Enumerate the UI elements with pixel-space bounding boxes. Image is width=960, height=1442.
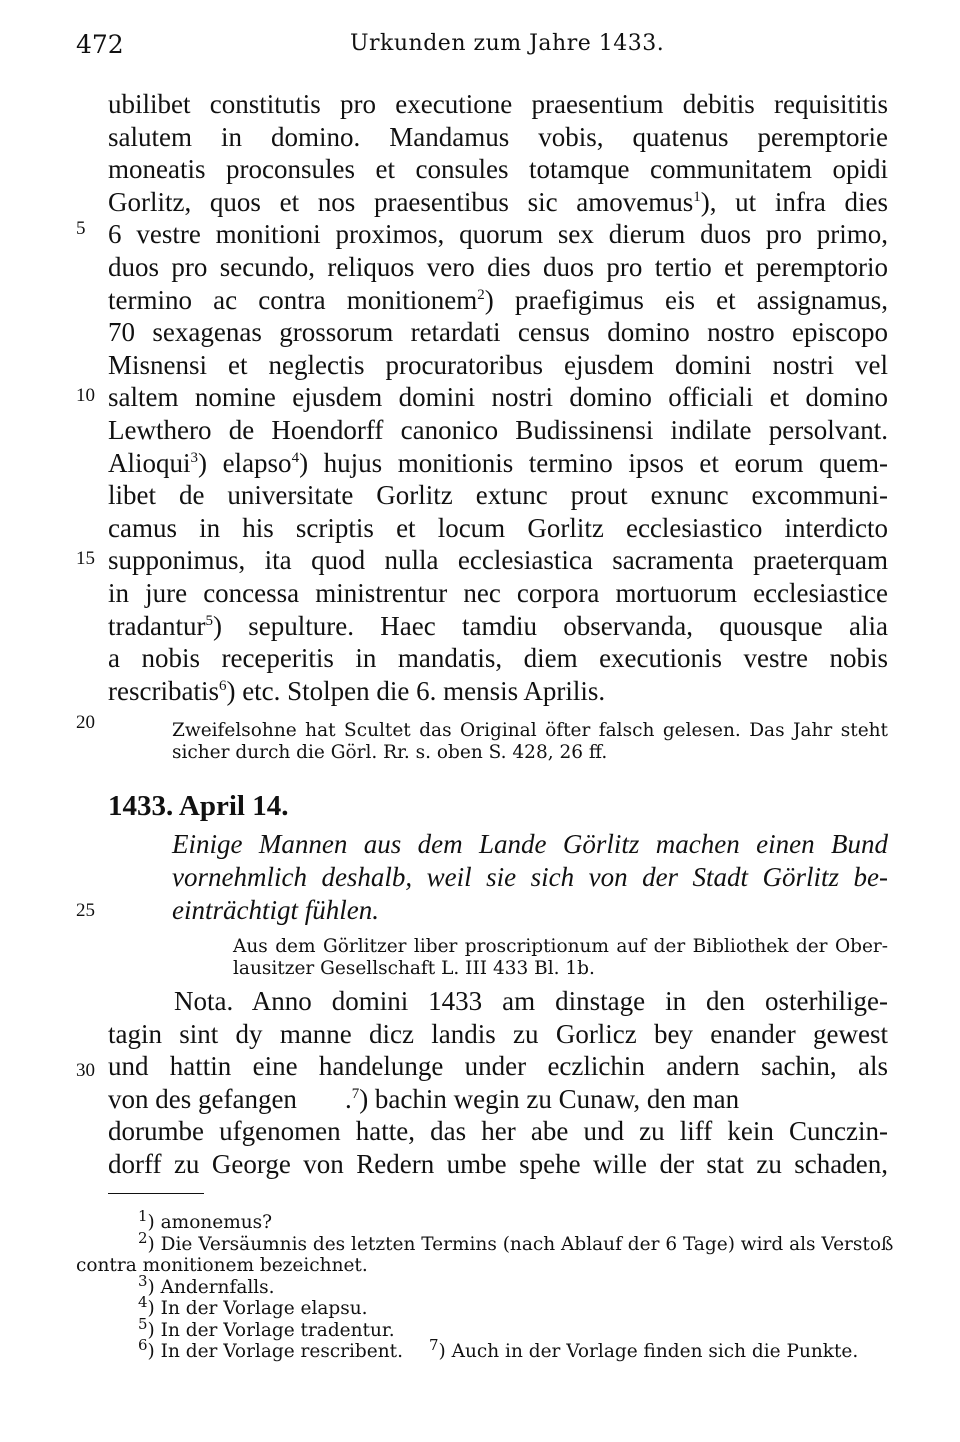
text-line: moneatis proconsules et consules totamque communitatem opidi bbox=[108, 154, 888, 185]
footnote: $^4$) In der Vorlage elapsu. bbox=[138, 1292, 368, 1319]
footnote-ref: 3 bbox=[190, 449, 199, 466]
note-line: sicher durch die Görl. Rr. s. oben S. 428, 26 ff. bbox=[172, 742, 608, 763]
footnotes bbox=[76, 1206, 894, 1363]
text-line: Nota. Anno domini 1433 am dinstage in den osterhilige- bbox=[174, 986, 888, 1016]
text-line: dorumbe ufgenomen hatte, das her abe und zu liff kein Cunczin- bbox=[108, 1116, 888, 1147]
text-line: Lewthero de Hoendorff canonico Budissinensi indilate persolvant. bbox=[108, 414, 888, 445]
entry-summary bbox=[172, 828, 888, 927]
footnote-ref: 1 bbox=[693, 188, 701, 205]
text-line: 70 sexagenas grossorum retardati census domino nostro episcopo bbox=[108, 317, 888, 348]
editor-note bbox=[172, 720, 888, 764]
entry-date-heading: 1433. April 14. bbox=[108, 790, 289, 822]
line-number: 10 bbox=[76, 385, 95, 406]
line-number: 30 bbox=[76, 1060, 95, 1081]
text-line: camus in his scriptis et locum Gorlitz ecclesiastico interdicto bbox=[108, 512, 888, 543]
text-line: Misnensi et neglectis procuratoribus ejusdem domini nostri vel bbox=[108, 349, 888, 380]
source-citation bbox=[233, 936, 888, 980]
footnote: $^5$) In der Vorlage tradentur. bbox=[138, 1314, 395, 1341]
document-text bbox=[108, 88, 888, 707]
text-line: salutem in domino. Mandamus vobis, quatenus peremptorie bbox=[108, 121, 888, 152]
text-line: von des gefangen .$^7$) bachin wegin zu Cunaw, den man bbox=[108, 1083, 740, 1114]
source-line: lausitzer Gesellschaft L. III 433 Bl. 1b. bbox=[233, 958, 595, 979]
text-line: Gorlitz, quos et nos praesentibus sic amovemus$^1$), ut infra dies bbox=[108, 186, 888, 217]
text-line: und hattin eine handelunge under eczlichin andern sachin, als bbox=[108, 1051, 888, 1082]
footnote-ref: 7 bbox=[351, 1085, 360, 1102]
page-header bbox=[76, 30, 888, 64]
footnote: $^2$) Die Versäumnis des letzten Termins (nach Ablauf der 6 Tage) wird als Verstoß bbox=[138, 1228, 894, 1255]
summary-line: Einige Mannen aus dem Lande Görlitz machen einen Bund bbox=[172, 829, 888, 859]
text-line: duos pro secundo, reliquos vero dies duos pro tertio et peremptorio bbox=[108, 251, 888, 282]
text-line: libet de universitate Gorlitz extunc prout exnunc excommuni- bbox=[108, 480, 888, 511]
footnote-divider bbox=[108, 1193, 204, 1194]
note-line: Zweifelsohne hat Scultet das Original öfter falsch gelesen. Das Jahr steht bbox=[172, 720, 888, 741]
text-line: a nobis receperitis in mandatis, diem executionis vestre nobis bbox=[108, 643, 888, 674]
text-line: dorff zu George von Redern umbe spehe wille der stat zu schaden, bbox=[108, 1148, 888, 1179]
text-line: in jure concessa ministrentur nec corpora mortuorum ecclesiastice bbox=[108, 577, 888, 608]
footnote-ref: 2 bbox=[477, 286, 485, 303]
line-number: 5 bbox=[76, 218, 86, 239]
text-line: termino ac contra monitionem$^2$) praefigimus eis et assignamus, bbox=[108, 284, 888, 315]
footnote: $^3$) Andernfalls. bbox=[138, 1271, 275, 1298]
footnote-ref: 4 bbox=[291, 449, 300, 466]
text-line: saltem nomine ejusdem domini nostri domino officiali et domino bbox=[108, 382, 888, 413]
text-line: ubilibet constitutis pro executione praesentium debitis requisititis bbox=[108, 89, 888, 119]
text-line: tradantur$^5$) sepulture. Haec tamdiu observanda, quousque alia bbox=[108, 610, 888, 641]
source-line: Aus dem Görlitzer liber proscriptionum auf der Bibliothek der Ober- bbox=[233, 936, 888, 957]
line-number: 20 bbox=[76, 712, 95, 733]
footnote-ref: 5 bbox=[205, 612, 213, 629]
footnote-ref: 6 bbox=[218, 677, 227, 694]
footnote: $^1$) amonemus? bbox=[138, 1206, 273, 1233]
text-line: tagin sint dy manne dicz landis zu Gorlicz bey enander gewest bbox=[108, 1018, 888, 1049]
entry-text bbox=[108, 985, 888, 1181]
running-head: Urkunden zum Jahre 1433. bbox=[350, 31, 665, 56]
line-number: 25 bbox=[76, 900, 95, 921]
summary-line: vornehmlich deshalb, weil sie sich von der Stadt Görlitz be- bbox=[172, 862, 888, 892]
text-line: 6 vestre monitioni proximos, quorum sex dierum duos pro primo, bbox=[108, 219, 888, 250]
footnote-continuation: contra monitionem bezeichnet. bbox=[76, 1255, 368, 1276]
text-line: Alioqui$^3$) elapso$^4$) hujus monitionis termino ipsos et eorum quem- bbox=[108, 447, 889, 478]
footnote: $^6$) In der Vorlage rescribent. $^7$) Auch in der Vorlage finden sich die Punkte. bbox=[138, 1335, 859, 1362]
summary-line: einträchtigt fühlen. bbox=[172, 895, 379, 925]
text-line: supponimus, ita quod nulla ecclesiastica sacramenta praeterquam bbox=[108, 545, 888, 576]
page-number: 472 bbox=[76, 30, 124, 59]
line-number: 15 bbox=[76, 548, 95, 569]
text-line: rescribatis$^6$) etc. Stolpen die 6. mensis Aprilis. bbox=[108, 675, 606, 706]
